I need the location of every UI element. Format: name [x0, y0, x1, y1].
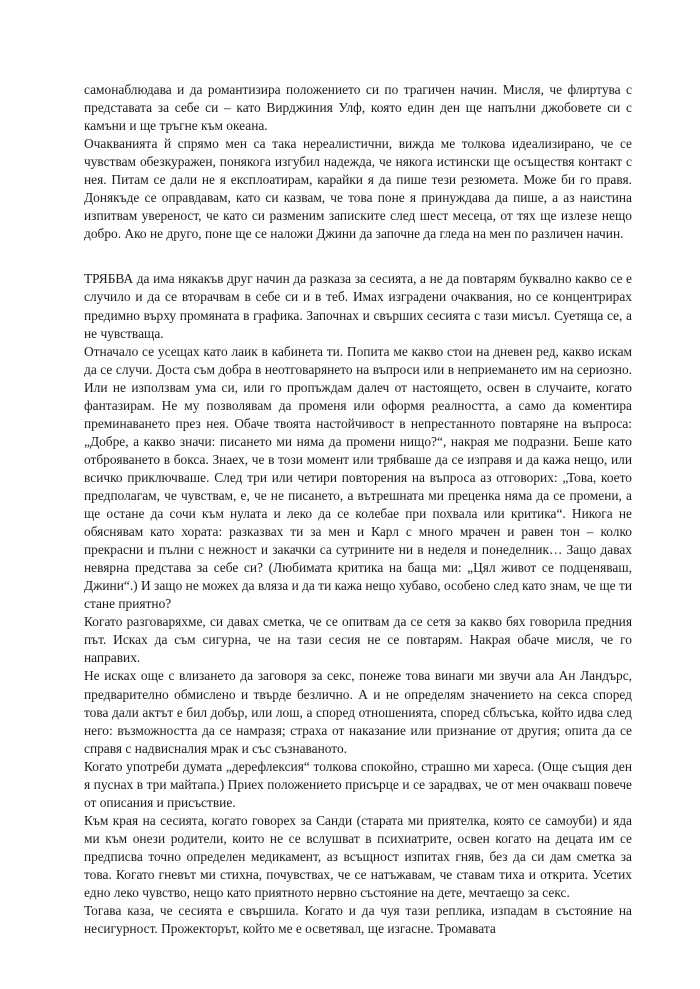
document-body: [84, 81, 632, 938]
paragraph-5: Когато разговаряхме, си давах сметка, че се опитвам да се сетя за какво бях говорила предния път. Исках да съм сигурна, че на тази сесия не се повтарям. Накрая обаче мисля, че го направих.: [84, 614, 632, 666]
paragraph-8: Към края на сесията, когато говорех за Санди (старата ми приятелка, която се самоуби) и яда ми към онези родители, които не се вслушват в психиатрите, освен когато на децата им се предписва точно определен медикамент, аз всъщност изпитах гняв, без да си дам сметка за това. Когато гневът ми стихна, почувствах, че се натъжавам, че ставам тиха и открита. Усетих едно леко чувство, нещо като приятното нервно състояние на дете, мечтаещо за секс.: [84, 812, 632, 901]
paragraph-7: Когато употреби думата „дерефлексия“ толкова спокойно, страшно ми хареса. (Още същия ден я пуснах в три майтапа.) Приех положението присърце и се зарадвах, че от мен очакваш повече от описания и присъствие.: [84, 758, 632, 810]
paragraph-4: Отначало се усещах като лаик в кабинета ти. Попита ме какво стои на дневен ред, какво искам да се случи. Доста съм добра в неотговарянето на въпроси или в неприемането им на сериозно. Или не използвам ума си, или го пропъждам далеч от настоящето, освен в случаите, когато фантазирам. Не му позволявам да променя или оформя реалността, а само да коментира преминаването през нея. Обаче твоята настойчивост в непрестанното повтаряне на въпроса: „Добре, а какво значи: писането ми няма да промени нищо?“, накрая ме подразни. Беше като отброяването в бокса. Знаех, че в този момент или трябваше да се изправя и да кажа нещо, или всичко приключваше. След три или четири повторения на въпроса аз отговорих: „Това, което предполагам, че чувствам, е, че не писането, а вътрешната ми преценка няма да се промени, а ще остане да сочи към нулата и леко да се колебае при похвала или критика“. Никога не обяснявам като хората: разказвах ти за мен и Карл с много мрачен и равен тон – колко прекрасни и пълни с нежност и закачки са сутрините ни в неделя и понеделник… Защо давах невярна представа за себе си? (Любимата критика на баща ми: „Цял живот се подценяваш, Джини“.) И защо не можех да вляза и да ти кажа нещо хубаво, особено след като знам, че ще ти стане приятно?: [84, 343, 632, 612]
section-gap: [84, 243, 632, 270]
paragraph-9: Тогава каза, че сесията е свършила. Когато и да чуя тази реплика, изпадам в състояние на несигурност. Прожекторът, който ме е осветявал, ще изгасне. Тромавата: [84, 903, 632, 937]
paragraph-1: самонаблюдава и да романтизира положението си по трагичен начин. Мисля, че флиртува с представата за себе си – като Вирджиния Улф, която един ден ще напълни джобовете си с камъни и ще тръгне към океана.: [84, 82, 632, 134]
paragraph-6: Не исках още с влизането да заговоря за секс, понеже това винаги ми звучи ала Ан Ландърс, предварително обмислено и твърде безлично. А и не определям значението на секса според това дали актът е бил добър, или лош, а според отношенията, според сблъсъка, който идва след него: възможността да се намразя; страха от наказание или признание от другия; опита да се справя с надвисналия мрак и със съзнаваното.: [84, 668, 632, 756]
paragraph-2: Очакванията й спрямо мен са така нереалистични, виждa ме толкова идеализирано, че се чувствам обезкуражен, понякога изгубил надежда, че някога истински ще осъществя контакт с нея. Питам се дали не я експлоатирам, карайки я да пише тези резюмета. Може би го правя. Донякъде се оправдавам, като си казвам, че това поне я принуждава да пише, а аз наистина изпитвам увереност, че като си разменим записките след шест месеца, от тях ще излезе нещо добро. Ако не друго, поне ще се наложи Джини да започне да гледа на мен по различен начин.: [84, 136, 632, 242]
paragraph-3: ТРЯБВА да има някакъв друг начин да разказа за сесията, а не да повтарям буквално какво се е случило и да се вторачвам в себе си и в теб. Имах изградени очаквания, но се концентрирах предимно върху промяната в графика. Започнах и свърших сесията с тази мисъл. Суетяща се, а не чувстваща.: [84, 271, 632, 341]
